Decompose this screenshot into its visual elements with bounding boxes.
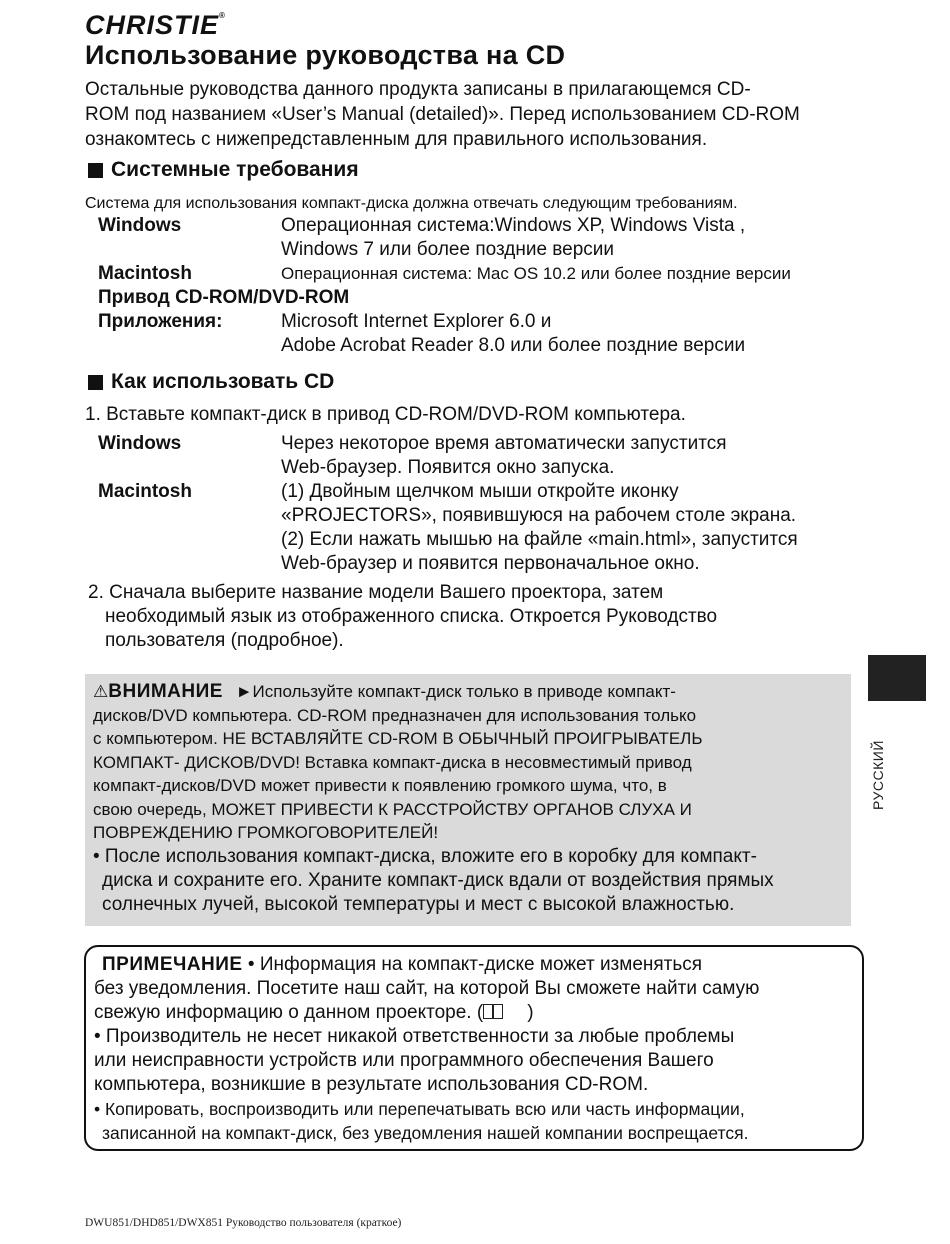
caution-line: ПОВРЕЖДЕНИЮ ГРОМКОГОВОРИТЕЛЕЙ! <box>93 823 439 842</box>
howto-heading-text: Как использовать CD <box>111 370 335 393</box>
system-requirements-list <box>98 214 858 358</box>
step-value-line: Web-браузер. Появится окно запуска. <box>281 457 615 478</box>
registered-mark: ® <box>219 11 226 20</box>
step-value-windows <box>281 432 868 480</box>
note-first-line <box>94 953 854 977</box>
step-key-macintosh: Macintosh <box>98 481 192 502</box>
square-bullet-icon <box>88 375 103 390</box>
caution-box <box>85 674 851 926</box>
caution-line: компакт-дисков/DVD может привести к появлению громкого шума, что, в <box>93 776 667 795</box>
caution-bullet-line: диска и сохраните его. Храните компакт-диск вдали от воздействия прямых <box>102 869 774 891</box>
brand-name: CHRISTIE <box>85 10 220 40</box>
warning-triangle-icon: ⚠ <box>93 682 109 701</box>
note-line: • Производитель не несет никакой ответственности за любые проблемы <box>94 1026 735 1047</box>
note-box <box>84 945 864 1151</box>
note-line: • Копировать, воспроизводить или перепечатывать всю или часть информации, <box>94 1099 745 1119</box>
page-footer: DWU851/DHD851/DWX851 Руководство пользователя (краткое) <box>85 1217 402 1229</box>
system-heading-text: Системные требования <box>111 158 359 181</box>
req-value-line: Операционная система:Windows XP, Windows Vista , <box>281 215 746 236</box>
req-key-windows: Windows <box>98 215 182 236</box>
step-1-details <box>98 432 868 576</box>
intro-line: Остальные руководства данного продукта записаны в прилагающемся CD- <box>85 79 751 100</box>
req-key-applications: Приложения: <box>98 311 223 332</box>
caution-bullet-line: • После использования компакт-диска, вложите его в коробку для компакт- <box>93 845 757 867</box>
step-2-line: необходимый язык из отображенного списка. Откроется Руководство <box>105 606 718 627</box>
note-line: или неисправности устройств или программного обеспечения Вашего <box>94 1050 714 1071</box>
step-2 <box>88 581 717 653</box>
step-value-line: (2) Если нажать мышью на файле «main.html», запустится <box>281 529 798 550</box>
caution-line: Используйте компакт-диск только в приводе компакт- <box>252 682 676 701</box>
req-key-drive: Привод CD-ROM/DVD-ROM <box>98 287 350 308</box>
square-bullet-icon <box>88 163 103 178</box>
note-line: без уведомления. Посетите наш сайт, на которой Вы сможете найти самую <box>94 978 760 999</box>
note-line: свежую информацию о данном проекторе. ( <box>94 1002 484 1023</box>
step-value-macintosh <box>281 480 868 576</box>
note-line: компьютера, возникшие в результате использования CD-ROM. <box>94 1074 649 1095</box>
step-2-line: пользователя (подробное). <box>105 630 344 651</box>
caution-line: дисков/DVD компьютера. CD-ROM предназначен для использования только <box>93 705 697 725</box>
page-title: Использование руководства на CD <box>85 40 566 70</box>
note-line: • Информация на компакт-диске может изменяться <box>247 954 703 975</box>
req-value-windows <box>281 214 858 262</box>
req-key-macintosh: Macintosh <box>98 263 192 284</box>
book-icon <box>483 1004 503 1019</box>
intro-line: ознакомтесь с нижепредставленным для правильного использования. <box>85 129 708 150</box>
req-value-line: Adobe Acrobat Reader 8.0 или более поздние версии <box>281 335 746 356</box>
system-requirements-heading <box>88 158 359 182</box>
req-value-applications <box>281 310 858 358</box>
caution-title: ВНИМАНИЕ <box>108 681 223 702</box>
how-to-use-heading <box>88 370 334 394</box>
note-line-with-ref <box>94 1001 854 1025</box>
req-value-macintosh: Операционная система: Mac OS 10.2 или более поздние версии <box>281 264 791 283</box>
step-2-line: 2. Сначала выберите название модели Вашего проектора, затем <box>88 582 664 603</box>
step-value-line: Через некоторое время автоматически запустится <box>281 433 727 454</box>
brand-logo <box>85 10 226 41</box>
language-tab-label: РУССКИЙ <box>870 740 886 810</box>
req-value-line: Microsoft Internet Explorer 6.0 и <box>281 311 552 332</box>
note-title: ПРИМЕЧАНИЕ <box>102 954 243 975</box>
step-value-line: Web-браузер и появится первоначальное окно. <box>281 553 700 574</box>
language-tab-marker <box>868 655 926 701</box>
note-line: записанной на компакт-диск, без уведомления нашей компании воспрещается. <box>102 1123 749 1143</box>
req-value-line: Windows 7 или более поздние версии <box>281 239 615 260</box>
caution-line: КОМПАКТ- ДИСКОВ/DVD! Вставка компакт-диска в несовместимый привод <box>93 752 692 772</box>
step-value-line: «PROJECTORS», появившуюся на рабочем столе экрана. <box>281 505 797 526</box>
step-1: 1. Вставьте компакт-диск в привод CD-ROM/DVD-ROM компьютера. <box>85 404 686 425</box>
caution-first-line <box>93 680 847 704</box>
caution-line: свою очередь, МОЖЕТ ПРИВЕСТИ К РАССТРОЙСТВУ ОРГАНОВ СЛУХА И <box>93 799 692 819</box>
step-value-line: (1) Двойным щелчком мыши откройте иконку <box>281 481 679 502</box>
arrow-right-icon: ► <box>235 682 253 701</box>
step-key-windows: Windows <box>98 433 182 454</box>
caution-line: с компьютером. НЕ ВСТАВЛЯЙТЕ CD-ROM В ОБЫЧНЫЙ ПРОИГРЫВАТЕЛЬ <box>93 729 703 748</box>
caution-bullet-line: солнечных лучей, высокой температуры и мест с высокой влажностью. <box>102 893 735 915</box>
system-lead: Система для использования компакт-диска должна отвечать следующим требованиям. <box>85 195 738 212</box>
intro-line: ROM под названием «User’s Manual (detailed)». Перед использованием CD-ROM <box>85 104 800 125</box>
note-line: ) <box>527 1002 534 1023</box>
intro-paragraph <box>85 77 875 152</box>
